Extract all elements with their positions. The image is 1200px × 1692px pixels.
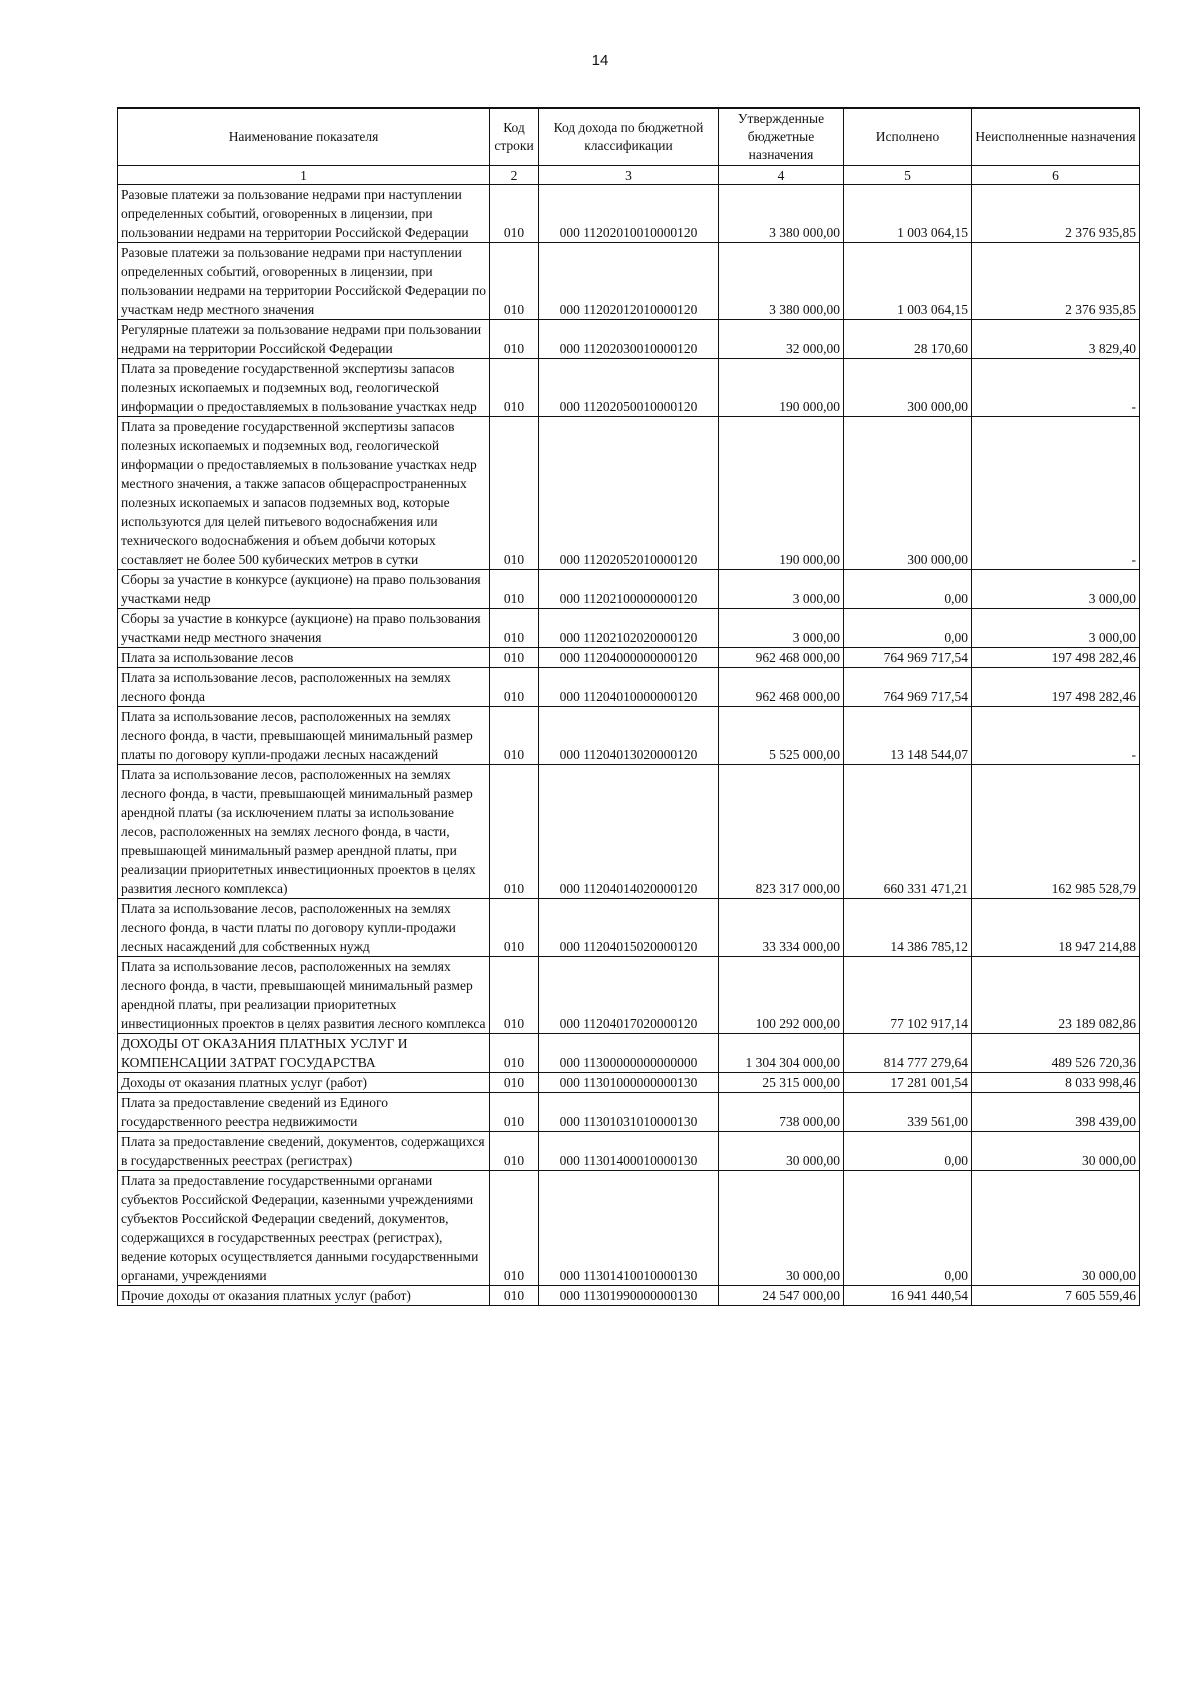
row-unexecuted-amount: 3 000,00: [972, 570, 1140, 609]
row-budget-code: 000 11301000000000130: [539, 1073, 719, 1093]
header-budget-code: Код дохода по бюджетной классификации: [539, 108, 719, 166]
row-approved-amount: 5 525 000,00: [719, 707, 844, 765]
row-unexecuted-amount: 197 498 282,46: [972, 648, 1140, 668]
row-unexecuted-amount: 30 000,00: [972, 1132, 1140, 1171]
table-row: [118, 957, 1140, 1034]
row-unexecuted-amount: -: [972, 417, 1140, 570]
row-unexecuted-amount: 197 498 282,46: [972, 668, 1140, 707]
row-executed-amount: 0,00: [844, 570, 972, 609]
row-unexecuted-amount: -: [972, 707, 1140, 765]
row-line-code: 010: [490, 899, 539, 957]
table-row: [118, 1034, 1140, 1073]
column-number: 2: [490, 166, 539, 185]
table-row: [118, 359, 1140, 417]
row-executed-amount: 814 777 279,64: [844, 1034, 972, 1073]
column-number: 6: [972, 166, 1140, 185]
column-number-row: [118, 166, 1140, 185]
row-executed-amount: 0,00: [844, 1171, 972, 1286]
row-indicator-name: Плата за использование лесов, расположенных на землях лесного фонда, в части платы по договору купли-продажи лесных насаждений для собственных нужд: [118, 899, 490, 957]
row-approved-amount: 190 000,00: [719, 359, 844, 417]
row-indicator-name: Прочие доходы от оказания платных услуг (работ): [118, 1286, 490, 1306]
row-budget-code: 000 11202030010000120: [539, 320, 719, 359]
row-indicator-name: Плата за использование лесов, расположенных на землях лесного фонда, в части, превышающей минимальный размер платы по договору купли-продажи лесных насаждений: [118, 707, 490, 765]
page-number: 14: [591, 52, 609, 69]
row-executed-amount: 300 000,00: [844, 417, 972, 570]
row-line-code: 010: [490, 359, 539, 417]
column-number: 3: [539, 166, 719, 185]
row-approved-amount: 32 000,00: [719, 320, 844, 359]
row-unexecuted-amount: 489 526 720,36: [972, 1034, 1140, 1073]
table-row: [118, 648, 1140, 668]
row-executed-amount: 28 170,60: [844, 320, 972, 359]
table-row: [118, 243, 1140, 320]
row-approved-amount: 3 380 000,00: [719, 185, 844, 243]
row-line-code: 010: [490, 668, 539, 707]
row-unexecuted-amount: 3 829,40: [972, 320, 1140, 359]
row-executed-amount: 1 003 064,15: [844, 185, 972, 243]
row-indicator-name: Плата за использование лесов, расположенных на землях лесного фонда, в части, превышающей минимальный размер арендной платы (за исключением платы за использование лесов, расположенных на землях лесного фонда, в части, превышающей минимальный размер арендной платы, при реализации приоритетных инвестиционных проектов в целях развития лесного комплекса): [118, 765, 490, 899]
row-unexecuted-amount: 7 605 559,46: [972, 1286, 1140, 1306]
row-budget-code: 000 11202052010000120: [539, 417, 719, 570]
row-budget-code: 000 11301031010000130: [539, 1093, 719, 1132]
row-approved-amount: 33 334 000,00: [719, 899, 844, 957]
row-executed-amount: 16 941 440,54: [844, 1286, 972, 1306]
table-row: [118, 899, 1140, 957]
budget-report-table: [117, 107, 1140, 1306]
row-unexecuted-amount: 8 033 998,46: [972, 1073, 1140, 1093]
row-budget-code: 000 11204014020000120: [539, 765, 719, 899]
row-executed-amount: 13 148 544,07: [844, 707, 972, 765]
header-approved: Утвержденные бюджетные назначения: [719, 108, 844, 166]
table-row: [118, 668, 1140, 707]
row-approved-amount: 3 380 000,00: [719, 243, 844, 320]
row-approved-amount: 962 468 000,00: [719, 648, 844, 668]
row-unexecuted-amount: 23 189 082,86: [972, 957, 1140, 1034]
row-indicator-name: Плата за проведение государственной экспертизы запасов полезных ископаемых и подземных вод, геологической информации о предоставляемых в пользование участках недр: [118, 359, 490, 417]
row-approved-amount: 823 317 000,00: [719, 765, 844, 899]
column-number: 5: [844, 166, 972, 185]
column-number: 4: [719, 166, 844, 185]
row-line-code: 010: [490, 707, 539, 765]
table-row: [118, 1171, 1140, 1286]
row-budget-code: 000 11204017020000120: [539, 957, 719, 1034]
row-indicator-name: Плата за предоставление государственными органами субъектов Российской Федерации, казенными учреждениями субъектов Российской Федерации сведений, документов, содержащихся в государственных реестрах (регистрах), ведение которых осуществляется данными государственными органами, учреждениями: [118, 1171, 490, 1286]
table-row: [118, 570, 1140, 609]
row-line-code: 010: [490, 1073, 539, 1093]
row-executed-amount: 339 561,00: [844, 1093, 972, 1132]
row-indicator-name: Плата за использование лесов, расположенных на землях лесного фонда: [118, 668, 490, 707]
column-number: 1: [118, 166, 490, 185]
row-line-code: 010: [490, 1093, 539, 1132]
table-row: [118, 1073, 1140, 1093]
row-budget-code: 000 11204000000000120: [539, 648, 719, 668]
row-budget-code: 000 11301410010000130: [539, 1171, 719, 1286]
table-row: [118, 417, 1140, 570]
row-line-code: 010: [490, 765, 539, 899]
row-budget-code: 000 11202010010000120: [539, 185, 719, 243]
row-line-code: 010: [490, 957, 539, 1034]
row-line-code: 010: [490, 417, 539, 570]
header-executed: Исполнено: [844, 108, 972, 166]
row-executed-amount: 300 000,00: [844, 359, 972, 417]
row-approved-amount: 3 000,00: [719, 570, 844, 609]
row-line-code: 010: [490, 1286, 539, 1306]
row-executed-amount: 660 331 471,21: [844, 765, 972, 899]
row-approved-amount: 25 315 000,00: [719, 1073, 844, 1093]
row-budget-code: 000 11301400010000130: [539, 1132, 719, 1171]
table-row: [118, 609, 1140, 648]
row-line-code: 010: [490, 185, 539, 243]
row-indicator-name: Плата за предоставление сведений, документов, содержащихся в государственных реестрах (регистрах): [118, 1132, 490, 1171]
header-row: [118, 108, 1140, 166]
row-executed-amount: 764 969 717,54: [844, 668, 972, 707]
row-approved-amount: 1 304 304 000,00: [719, 1034, 844, 1073]
row-indicator-name: Разовые платежи за пользование недрами при наступлении определенных событий, оговоренных в лицензии, при пользовании недрами на территории Российской Федерации по участкам недр местного значения: [118, 243, 490, 320]
row-indicator-name: Сборы за участие в конкурсе (аукционе) на право пользования участками недр местного значения: [118, 609, 490, 648]
row-unexecuted-amount: 2 376 935,85: [972, 185, 1140, 243]
table-row: [118, 707, 1140, 765]
row-unexecuted-amount: 30 000,00: [972, 1171, 1140, 1286]
header-line-code: Код строки: [490, 108, 539, 166]
row-indicator-name: Доходы от оказания платных услуг (работ): [118, 1073, 490, 1093]
row-unexecuted-amount: 398 439,00: [972, 1093, 1140, 1132]
row-budget-code: 000 11301990000000130: [539, 1286, 719, 1306]
table-body: [118, 185, 1140, 1306]
row-line-code: 010: [490, 1171, 539, 1286]
table-row: [118, 1132, 1140, 1171]
table-row: [118, 1093, 1140, 1132]
row-budget-code: 000 11204013020000120: [539, 707, 719, 765]
table-row: [118, 185, 1140, 243]
row-budget-code: 000 11202050010000120: [539, 359, 719, 417]
row-indicator-name: ДОХОДЫ ОТ ОКАЗАНИЯ ПЛАТНЫХ УСЛУГ И КОМПЕНСАЦИИ ЗАТРАТ ГОСУДАРСТВА: [118, 1034, 490, 1073]
row-executed-amount: 0,00: [844, 1132, 972, 1171]
header-unexecuted: Неисполненные назначения: [972, 108, 1140, 166]
row-approved-amount: 190 000,00: [719, 417, 844, 570]
row-executed-amount: 14 386 785,12: [844, 899, 972, 957]
row-budget-code: 000 11204010000000120: [539, 668, 719, 707]
row-budget-code: 000 11202100000000120: [539, 570, 719, 609]
row-indicator-name: Сборы за участие в конкурсе (аукционе) на право пользования участками недр: [118, 570, 490, 609]
row-indicator-name: Плата за использование лесов: [118, 648, 490, 668]
row-unexecuted-amount: -: [972, 359, 1140, 417]
row-budget-code: 000 11204015020000120: [539, 899, 719, 957]
row-line-code: 010: [490, 609, 539, 648]
row-budget-code: 000 11202012010000120: [539, 243, 719, 320]
header-indicator-name: Наименование показателя: [118, 108, 490, 166]
row-line-code: 010: [490, 1132, 539, 1171]
row-approved-amount: 738 000,00: [719, 1093, 844, 1132]
row-unexecuted-amount: 2 376 935,85: [972, 243, 1140, 320]
row-executed-amount: 77 102 917,14: [844, 957, 972, 1034]
row-indicator-name: Плата за предоставление сведений из Единого государственного реестра недвижимости: [118, 1093, 490, 1132]
row-executed-amount: 0,00: [844, 609, 972, 648]
table-row: [118, 765, 1140, 899]
row-budget-code: 000 11202102020000120: [539, 609, 719, 648]
row-approved-amount: 3 000,00: [719, 609, 844, 648]
row-unexecuted-amount: 3 000,00: [972, 609, 1140, 648]
row-approved-amount: 30 000,00: [719, 1132, 844, 1171]
row-executed-amount: 764 969 717,54: [844, 648, 972, 668]
row-approved-amount: 24 547 000,00: [719, 1286, 844, 1306]
row-executed-amount: 17 281 001,54: [844, 1073, 972, 1093]
row-budget-code: 000 11300000000000000: [539, 1034, 719, 1073]
row-line-code: 010: [490, 1034, 539, 1073]
row-unexecuted-amount: 162 985 528,79: [972, 765, 1140, 899]
row-line-code: 010: [490, 648, 539, 668]
row-approved-amount: 962 468 000,00: [719, 668, 844, 707]
row-indicator-name: Разовые платежи за пользование недрами при наступлении определенных событий, оговоренных в лицензии, при пользовании недрами на территории Российской Федерации: [118, 185, 490, 243]
row-approved-amount: 100 292 000,00: [719, 957, 844, 1034]
row-unexecuted-amount: 18 947 214,88: [972, 899, 1140, 957]
row-line-code: 010: [490, 320, 539, 359]
row-indicator-name: Регулярные платежи за пользование недрами при пользовании недрами на территории Российской Федерации: [118, 320, 490, 359]
row-indicator-name: Плата за проведение государственной экспертизы запасов полезных ископаемых и подземных вод, геологической информации о предоставляемых в пользование участках недр местного значения, а также запасов общераспространенных полезных ископаемых и запасов подземных вод, которые используются для целей питьевого водоснабжения или технического водоснабжения и объем добычи которых составляет не более 500 кубических метров в сутки: [118, 417, 490, 570]
row-line-code: 010: [490, 570, 539, 609]
table-header: [118, 108, 1140, 185]
table-row: [118, 320, 1140, 359]
table-row: [118, 1286, 1140, 1306]
row-approved-amount: 30 000,00: [719, 1171, 844, 1286]
row-executed-amount: 1 003 064,15: [844, 243, 972, 320]
row-line-code: 010: [490, 243, 539, 320]
row-indicator-name: Плата за использование лесов, расположенных на землях лесного фонда, в части, превышающей минимальный размер арендной платы, при реализации приоритетных инвестиционных проектов в целях развития лесного комплекса: [118, 957, 490, 1034]
